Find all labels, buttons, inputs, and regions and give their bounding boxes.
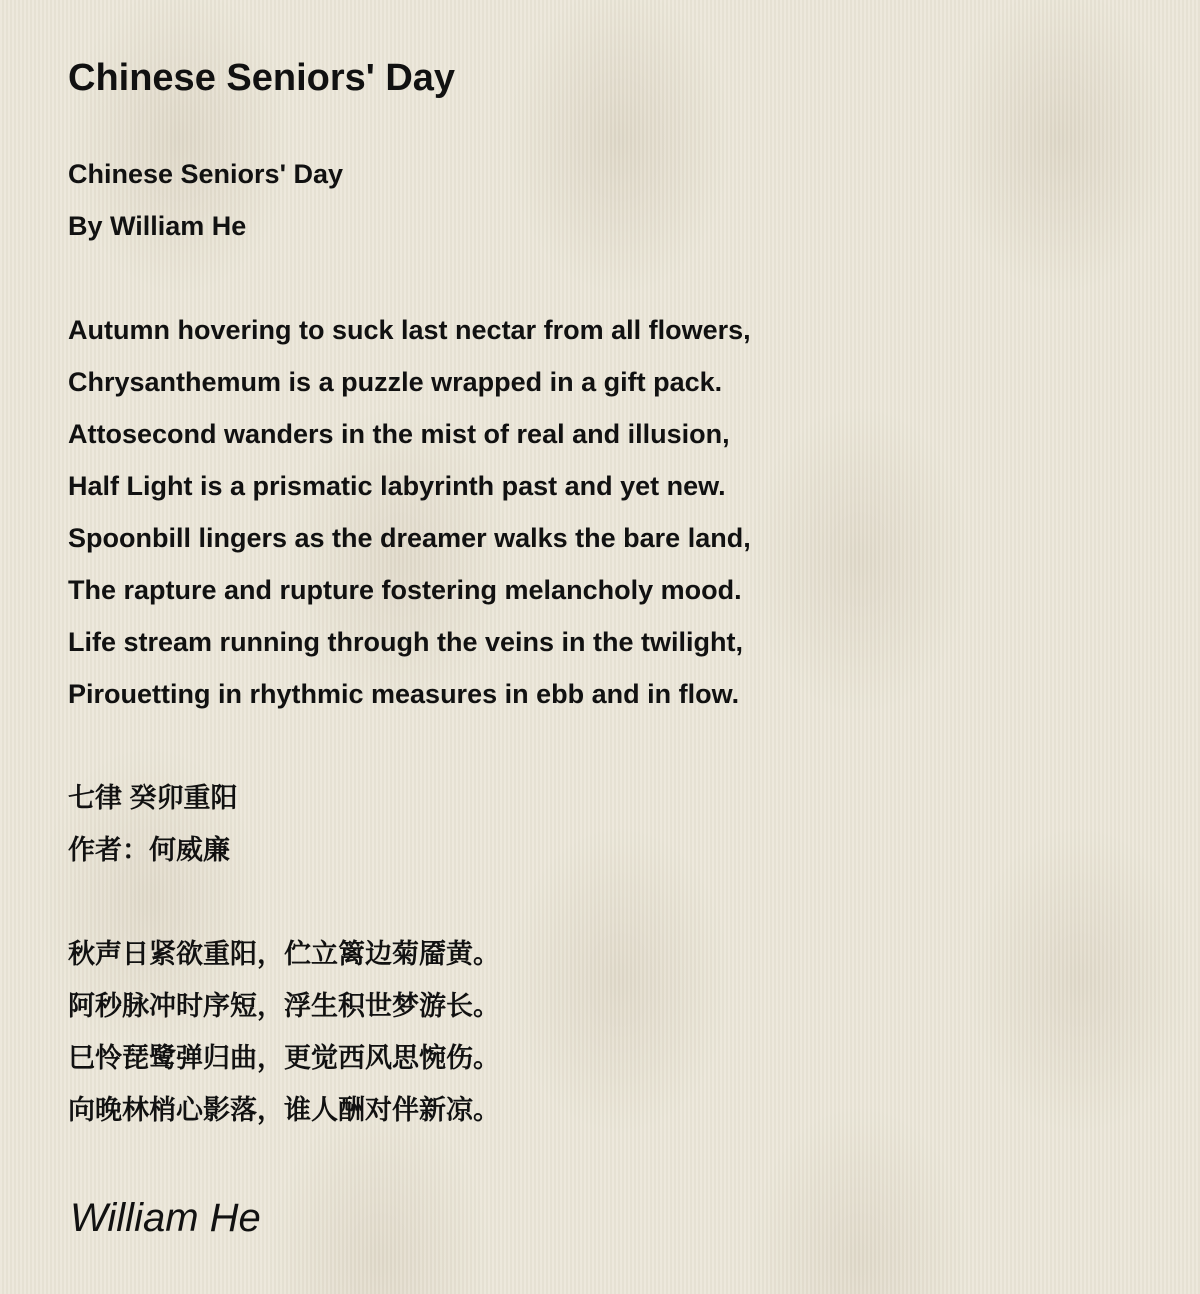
english-line: Pirouetting in rhythmic measures in ebb and in flow. bbox=[68, 679, 740, 709]
poem-heading-title: Chinese Seniors' Day bbox=[68, 159, 344, 189]
english-line: The rapture and rupture fostering melancholy mood. bbox=[68, 575, 742, 605]
stanza-gap bbox=[68, 876, 1148, 928]
english-line: Spoonbill lingers as the dreamer walks the bare land, bbox=[68, 523, 751, 553]
author-signature: William He bbox=[70, 1196, 261, 1240]
english-line: Attosecond wanders in the mist of real and illusion, bbox=[68, 419, 730, 449]
chinese-title: 七律 癸卯重阳 bbox=[68, 783, 238, 813]
chinese-line: 向晚林梢心影落，谁人酬对伴新凉。 bbox=[68, 1095, 500, 1125]
english-stanza bbox=[68, 304, 1148, 720]
chinese-line: 巳怜琵鹭弹归曲，更觉西风思惋伤。 bbox=[68, 1043, 500, 1073]
chinese-byline: 作者：何威廉 bbox=[68, 835, 230, 865]
chinese-stanza bbox=[68, 928, 1148, 1136]
stanza-gap bbox=[68, 720, 1148, 772]
poem-byline: By William He bbox=[68, 211, 247, 241]
english-line: Half Light is a prismatic labyrinth past and yet new. bbox=[68, 471, 726, 501]
stanza-gap bbox=[68, 252, 1148, 304]
chinese-line: 秋声日紧欲重阳，伫立篱边菊靥黄。 bbox=[68, 939, 500, 969]
chinese-line: 阿秒脉冲时序短，浮生积世梦游长。 bbox=[68, 991, 500, 1021]
poem-body bbox=[68, 148, 1148, 1136]
english-line: Chrysanthemum is a puzzle wrapped in a gift pack. bbox=[68, 367, 723, 397]
english-line: Autumn hovering to suck last nectar from all flowers, bbox=[68, 315, 751, 345]
english-line: Life stream running through the veins in the twilight, bbox=[68, 627, 744, 657]
page-title: Chinese Seniors' Day bbox=[68, 57, 456, 99]
poem-page bbox=[68, 52, 1148, 1136]
